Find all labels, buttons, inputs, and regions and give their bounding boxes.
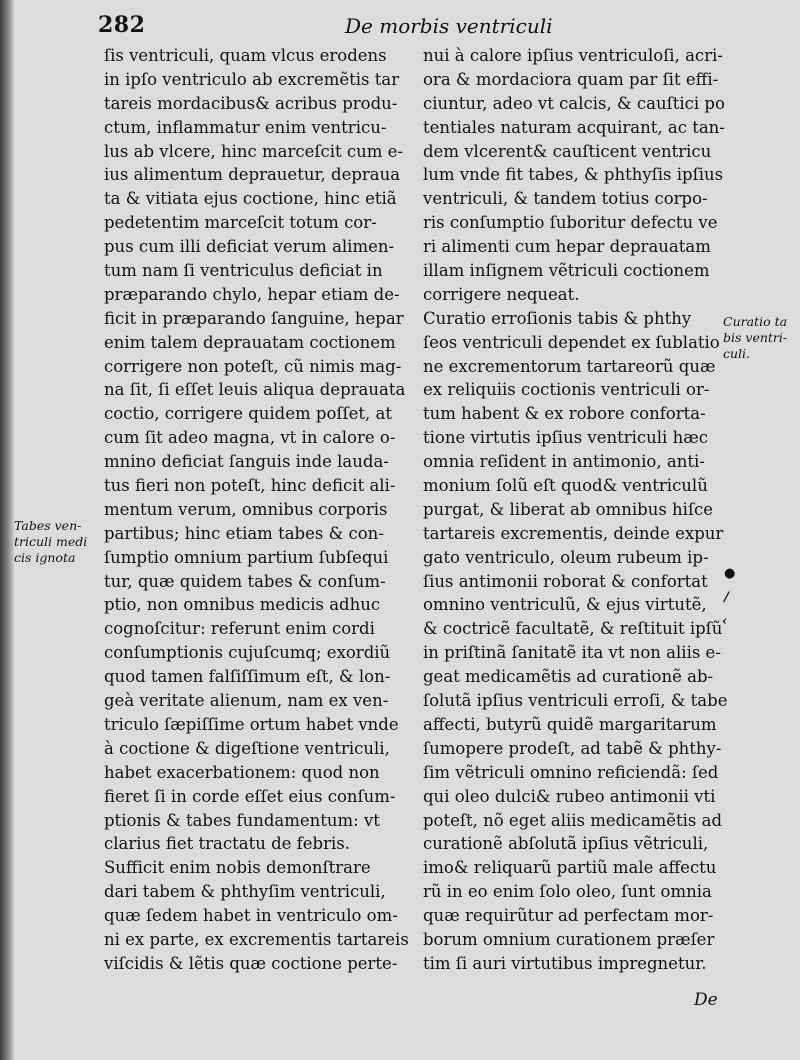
ink-mark-2: / bbox=[724, 590, 729, 605]
text-line: mentum verum, omnibus corporis bbox=[104, 499, 388, 519]
text-line: ſeos ventriculi dependet ex ſublatio bbox=[423, 332, 720, 352]
text-line: ſolutã ipſius ventriculi erroſi, & tabe bbox=[423, 691, 728, 711]
binding-gutter bbox=[0, 0, 14, 1060]
text-line: tartareis excrementis, deinde expur bbox=[423, 523, 724, 543]
text-line: ptionis & tabes fundamentum: vt bbox=[104, 810, 380, 830]
text-line: Sufficit enim nobis demonſtrare bbox=[104, 858, 371, 878]
text-line: Curatio erroſionis tabis & phthy bbox=[423, 308, 692, 328]
text-line: tim ſi auri virtutibus impregnetur. bbox=[423, 953, 707, 973]
text-line: tareis mordacibus& acribus produ- bbox=[104, 93, 398, 113]
text-line: enim talem deprauatam coctionem bbox=[104, 332, 396, 352]
ink-mark-1: ● bbox=[724, 566, 736, 581]
text-line: pus cum illi deficiat verum alimen- bbox=[104, 237, 395, 257]
text-line: dem vlcerent& cauſticent ventricu bbox=[423, 141, 712, 161]
text-line: conſumptionis cujuſcumq; exordiũ bbox=[104, 643, 391, 663]
margin-note-line: bis ventri- bbox=[723, 330, 788, 345]
text-line: ficit in præparando ſanguine, hepar bbox=[104, 308, 404, 328]
text-line: ne excrementorum tartareorũ quæ bbox=[423, 356, 716, 376]
ink-mark-3: ‹ bbox=[722, 614, 728, 629]
text-line: ciuntur, adeo vt calcis, & cauſtici po bbox=[423, 93, 725, 113]
text-line: ta & vitiata ejus coctione, hinc etiã bbox=[104, 189, 397, 209]
text-line: ius alimentum deprauetur, deprauа bbox=[104, 165, 401, 185]
text-line: pedetentim marceſcit totum cor- bbox=[104, 213, 377, 233]
text-line: ſius antimonii roborat & confortat bbox=[423, 571, 708, 591]
text-line: omnia reſident in antimonio, anti- bbox=[423, 452, 705, 472]
text-line: & coctricẽ facultatẽ, & reſtituit ipſũ bbox=[423, 619, 723, 639]
text-line: nui à calore ipſius ventriculoſi, acri- bbox=[423, 46, 723, 65]
text-line: ctum, inflammatur enim ventricu- bbox=[104, 117, 387, 137]
text-line: imo& reliquarũ partiũ male affectu bbox=[423, 858, 717, 878]
text-line: in priſtinã ſanitatẽ ita vt non aliis e- bbox=[423, 643, 721, 663]
text-line: tione virtutis ipſius ventriculi hæc bbox=[423, 428, 708, 448]
text-line: lum vnde fit tabes, & phthyſis ipſius bbox=[423, 165, 724, 185]
page-number: 282 bbox=[98, 12, 146, 38]
text-line: curationẽ abſolutã ipſius vẽtriculi, bbox=[423, 834, 709, 854]
text-line: ris conſumptio ſuboritur defectu ve bbox=[423, 213, 718, 233]
margin-note-right bbox=[723, 314, 787, 362]
margin-note-line: triculi medi bbox=[14, 534, 88, 549]
text-line: ventriculi, & tandem totius corpo- bbox=[423, 189, 708, 209]
text-line: lus ab vlcere, hinc marceſcit cum e- bbox=[104, 141, 403, 161]
text-line: habet exacerbationem: quod non bbox=[104, 762, 380, 782]
text-line: corrigere nequeat. bbox=[423, 284, 580, 304]
text-line: tur, quæ quidem tabes & conſum- bbox=[104, 571, 386, 591]
text-line: ſis ventriculi, quam vlcus erodens bbox=[104, 46, 387, 65]
catchword: De bbox=[694, 990, 718, 1010]
text-line: ſumptio omnium partium ſubſequi bbox=[104, 547, 389, 567]
text-line: mnino deficiat ſanguis inde lauda- bbox=[104, 452, 389, 472]
text-line: monium ſolũ eſt quod& ventriculũ bbox=[423, 476, 708, 496]
text-line: à coctione & digeſtione ventriculi, bbox=[104, 738, 390, 758]
margin-note-left bbox=[14, 518, 87, 566]
text-line: clarius fiet tractatu de febris. bbox=[104, 834, 350, 854]
text-line: corrigere non poteſt, cũ nimis mag- bbox=[104, 356, 402, 376]
text-line: quæ ſedem habet in ventriculo om- bbox=[104, 906, 398, 926]
text-line: cum ſit adeo magna, vt in calore o- bbox=[104, 428, 396, 448]
text-line: purgat, & liberat ab omnibus hiſce bbox=[423, 499, 714, 519]
text-line: ora & mordaciora quam par ſit effi- bbox=[423, 69, 719, 89]
text-line: cognoſcitur: referunt enim cordi bbox=[104, 619, 375, 639]
text-line: ex reliquiis coctionis ventriculi or- bbox=[423, 380, 710, 400]
text-line: fieret ſi in corde eſſet eius conſum- bbox=[104, 786, 396, 806]
text-line: tum nam ſi ventriculus deficiat in bbox=[104, 261, 383, 281]
text-line: viſcidis & lẽtis quæ coctione perte- bbox=[104, 953, 398, 973]
text-line: qui oleo dulci& rubeo antimonii vti bbox=[423, 786, 716, 806]
text-line: ri alimenti cum hepar deprauatam bbox=[423, 237, 711, 257]
text-line: rũ in eo enim ſolo oleo, ſunt omnia bbox=[423, 882, 712, 902]
text-line: tus fieri non poteſt, hinc deficit ali- bbox=[104, 476, 396, 496]
margin-note-line: Tabes ven- bbox=[14, 518, 82, 533]
text-line: dari tabem & phthyſim ventriculi, bbox=[104, 882, 386, 902]
text-line: præparando chylo, hepar etiam de- bbox=[104, 284, 400, 304]
text-line: triculo ſæpiſſime ortum habet vnde bbox=[104, 714, 399, 734]
text-line: ptio, non omnibus medicis adhuc bbox=[104, 595, 381, 615]
margin-note-line: cis ignota bbox=[14, 550, 76, 565]
text-line: illam inſignem vẽtriculi coctionem bbox=[423, 261, 710, 281]
text-line: quæ requirũtur ad perfectam mor- bbox=[423, 906, 714, 926]
margin-note-line: culi. bbox=[723, 346, 751, 361]
text-line: tentiales naturam acquirant, ac tan- bbox=[423, 117, 725, 137]
text-line: omnino ventriculũ, & ejus virtutẽ, bbox=[423, 595, 707, 615]
text-line: geà veritate alienum, nam ex ven- bbox=[104, 691, 389, 711]
text-line: poteſt, nõ eget aliis medicamẽtis ad bbox=[423, 810, 723, 830]
right-text-column bbox=[423, 44, 728, 976]
margin-note-line: Curatio ta bbox=[723, 314, 788, 329]
running-head: De morbis ventriculi bbox=[345, 14, 553, 38]
text-line: in ipſo ventriculo ab excremẽtis tar bbox=[104, 69, 400, 89]
left-text-column bbox=[104, 44, 409, 976]
text-line: gato ventriculo, oleum rubeum ip- bbox=[423, 547, 709, 567]
text-line: ſim vẽtriculi omnino reficiendã: ſed bbox=[423, 762, 719, 782]
text-line: borum omnium curationem præſer bbox=[423, 929, 715, 949]
text-line: quod tamen falſiſſimum eſt, & lon- bbox=[104, 667, 391, 687]
text-line: affecti, butyrũ quidẽ margaritarum bbox=[423, 714, 717, 734]
text-line: ſumopere prodeſt, ad tabẽ & phthy- bbox=[423, 738, 722, 758]
text-line: tum habent & ex robore conforta- bbox=[423, 404, 706, 424]
text-line: ni ex parte, ex excrementis tartareis bbox=[104, 929, 409, 949]
text-line: partibus; hinc etiam tabes & con- bbox=[104, 523, 384, 543]
text-line: coctio, corrigere quidem poſſet, at bbox=[104, 404, 392, 424]
text-line: na ſit, ſi eſſet leuis aliqua deprauata bbox=[104, 380, 406, 400]
text-line: geat medicamẽtis ad curationẽ ab- bbox=[423, 667, 714, 687]
